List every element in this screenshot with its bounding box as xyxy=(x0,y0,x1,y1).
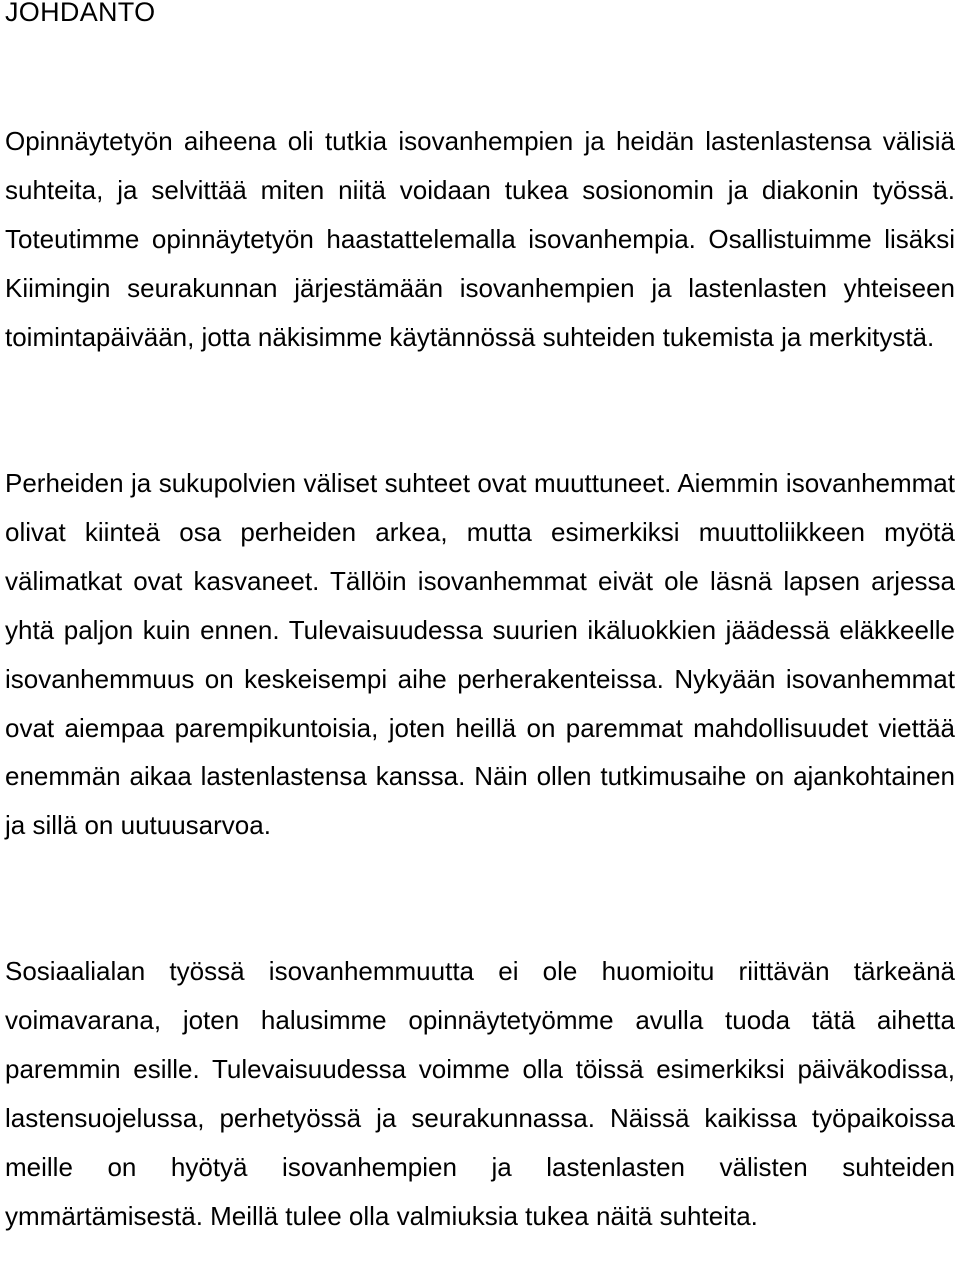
paragraph-1: Opinnäytetyön aiheena oli tutkia isovanhempien ja heidän lastenlastensa välisiä suhteita, ja selvittää miten niitä voidaan tukea sosionomin ja diakonin työssä. Toteutimme opinnäytetyön haastattelemalla isovanhempia. Osallistuimme lisäksi Kiimingin seurakunnan järjestämään isovanhempien ja lastenlasten yhteiseen toimintapäivään, jotta näkisimme käytännössä suhteiden tukemista ja merkitystä. xyxy=(5,126,955,352)
paragraph-3: Sosiaalialan työssä isovanhemmuutta ei ole huomioitu riittävän tärkeänä voimavarana, joten halusimme opinnäytetyömme avulla tuoda tätä aihetta paremmin esille. Tulevaisuudessa voimme olla töissä esimerkiksi päiväkodissa, lastensuojelussa, perhetyössä ja seurakunnassa. Näissä kaikissa työpaikoissa meille on hyötyä isovanhempien ja lastenlasten välisten suhteiden ymmärtämisestä. Meillä tulee olla valmiuksia tukea näitä suhteita. xyxy=(5,956,955,1231)
section-heading: JOHDANTO xyxy=(5,0,156,27)
paragraph-2: Perheiden ja sukupolvien väliset suhteet ovat muuttuneet. Aiemmin isovanhemmat olivat kiinteä osa perheiden arkea, mutta esimerkiksi muuttoliikkeen myötä välimatkat ovat kasvaneet. Tällöin isovanhemmat eivät ole läsnä lapsen arjessa yhtä paljon kuin ennen. Tulevaisuudessa suurien ikäluokkien jäädessä eläkkeelle isovanhemmuus on keskeisempi aihe perherakenteissa. Nykyään isovanhemmat ovat aiempaa parempikuntoisia, joten heillä on paremmat mahdollisuudet viettää enemmän aikaa lastenlastensa kanssa. Näin ollen tutkimusaihe on ajankohtainen ja sillä on uutuusarvoa. xyxy=(5,468,955,841)
